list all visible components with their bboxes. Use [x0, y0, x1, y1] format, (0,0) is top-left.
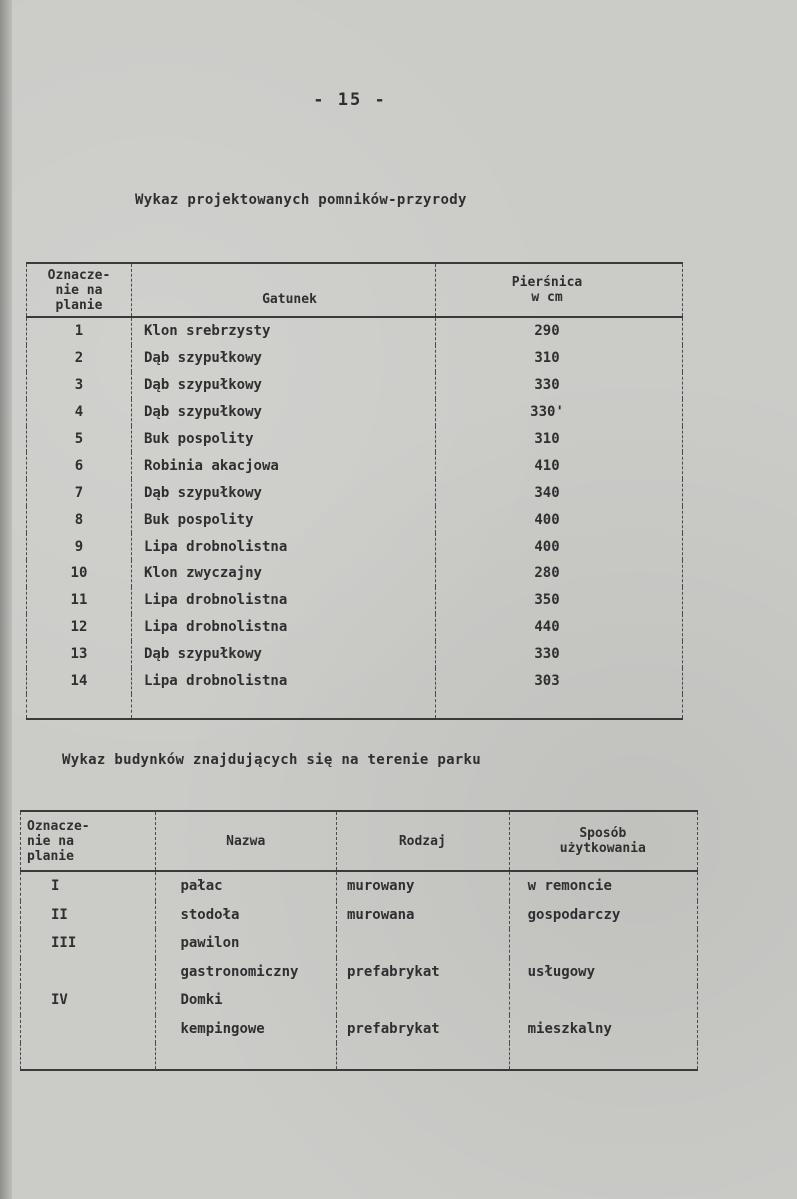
table-row [21, 958, 698, 987]
empty-cell [337, 1043, 510, 1070]
trees-table [26, 262, 683, 720]
row-number: 7 [27, 479, 132, 506]
header-designation-line2: nie na [55, 282, 103, 298]
header-designation-line2: nie na [27, 833, 74, 849]
table-row [27, 345, 683, 372]
row-number: 12 [27, 614, 132, 641]
row-species: Lipa drobnolistna [131, 587, 435, 614]
header-circumference [436, 263, 683, 317]
row-circumference: 350 [436, 587, 683, 614]
table-row [27, 641, 683, 668]
row-number: 9 [27, 533, 132, 560]
table-row [27, 452, 683, 479]
header-designation-line1: Oznacze- [47, 267, 111, 283]
row-species: Dąb szypułkowy [131, 641, 435, 668]
row-designation [21, 958, 156, 987]
row-number: 4 [27, 399, 132, 426]
row-circumference: 340 [436, 479, 683, 506]
roman-numeral: IV [51, 992, 68, 1009]
trees-table-header [27, 263, 683, 317]
row-name: stodoła [156, 901, 337, 930]
row-number: 3 [27, 372, 132, 399]
row-species: Dąb szypułkowy [131, 345, 435, 372]
table-footer-row [21, 1043, 698, 1070]
empty-cell [21, 1043, 156, 1070]
table-row [27, 560, 683, 587]
header-designation [27, 263, 132, 317]
roman-numeral: III [51, 935, 77, 952]
row-type: murowana [337, 901, 510, 930]
row-type: prefabrykat [337, 958, 510, 987]
row-number: 11 [27, 587, 132, 614]
roman-numeral: I [51, 878, 60, 895]
row-species: Dąb szypułkowy [131, 372, 435, 399]
header-circumference-line2: w cm [531, 290, 563, 305]
table-row [21, 1015, 698, 1044]
table-row [21, 871, 698, 901]
row-usage: usługowy [509, 958, 697, 987]
header-designation-line3: planie [27, 848, 74, 864]
row-usage: mieszkalny [509, 1015, 697, 1044]
row-circumference: 310 [436, 345, 683, 372]
row-name: Domki [156, 986, 337, 1015]
row-designation [21, 871, 156, 901]
table-row [27, 533, 683, 560]
header-usage-line1: Sposób [579, 826, 627, 841]
row-number: 2 [27, 345, 132, 372]
empty-cell [509, 1043, 697, 1070]
row-usage: gospodarczy [509, 901, 697, 930]
row-number: 13 [27, 641, 132, 668]
empty-cell [436, 694, 683, 719]
row-number: 6 [27, 452, 132, 479]
row-name: gastronomiczny [156, 958, 337, 987]
row-type [337, 929, 510, 958]
header-designation-line3: planie [55, 297, 103, 313]
empty-cell [131, 694, 435, 719]
row-circumference: 330 [436, 372, 683, 399]
table-row [27, 317, 683, 345]
header-name: Nazwa [156, 811, 337, 871]
table-footer-row [27, 694, 683, 719]
roman-numeral: II [51, 906, 68, 923]
table-row [27, 426, 683, 453]
row-species: Lipa drobnolistna [131, 614, 435, 641]
page-binding-edge [0, 0, 12, 1199]
table-row [27, 399, 683, 426]
table-row [21, 986, 698, 1015]
row-type: prefabrykat [337, 1015, 510, 1044]
header-designation [21, 811, 156, 871]
row-species: Klon srebrzysty [131, 317, 435, 345]
row-circumference: 330' [436, 399, 683, 426]
row-circumference: 303 [436, 668, 683, 695]
row-species: Dąb szypułkowy [131, 479, 435, 506]
table-row [27, 506, 683, 533]
table-row [27, 479, 683, 506]
header-type: Rodzaj [337, 811, 510, 871]
table-row [27, 614, 683, 641]
page-number: - 15 - [313, 90, 387, 110]
row-circumference: 280 [436, 560, 683, 587]
row-circumference: 440 [436, 614, 683, 641]
trees-table-title: Wykaz projektowanych pomników-przyrody [135, 192, 467, 208]
header-circumference-line1: Pierśnica [511, 275, 583, 290]
row-number: 14 [27, 668, 132, 695]
row-name: kempingowe [156, 1015, 337, 1044]
row-number: 8 [27, 506, 132, 533]
empty-cell [27, 694, 132, 719]
row-species: Robinia akacjowa [131, 452, 435, 479]
row-type [337, 986, 510, 1015]
row-designation [21, 901, 156, 930]
table-row [21, 929, 698, 958]
table-row [27, 372, 683, 399]
row-circumference: 400 [436, 506, 683, 533]
buildings-table [20, 810, 698, 1071]
buildings-table-header [21, 811, 698, 871]
table-row [21, 901, 698, 930]
header-species [131, 263, 435, 317]
row-usage [509, 986, 697, 1015]
header-usage-line2: użytkowania [559, 841, 646, 856]
row-usage: w remoncie [509, 871, 697, 901]
row-species: Klon zwyczajny [131, 560, 435, 587]
row-name: pawilon [156, 929, 337, 958]
row-species: Lipa drobnolistna [131, 533, 435, 560]
row-designation [21, 1015, 156, 1044]
row-type: murowany [337, 871, 510, 901]
table-row [27, 668, 683, 695]
header-species-label: Gatunek [262, 291, 317, 307]
buildings-table-title: Wykaz budynków znajdujących się na terenie parku [62, 752, 481, 768]
row-circumference: 400 [436, 533, 683, 560]
row-circumference: 410 [436, 452, 683, 479]
row-species: Buk pospolity [131, 426, 435, 453]
header-usage [509, 811, 697, 871]
table-row [27, 587, 683, 614]
row-usage [509, 929, 697, 958]
row-number: 10 [27, 560, 132, 587]
empty-cell [156, 1043, 337, 1070]
row-name: pałac [156, 871, 337, 901]
row-circumference: 310 [436, 426, 683, 453]
row-species: Lipa drobnolistna [131, 668, 435, 695]
row-designation [21, 929, 156, 958]
row-circumference: 290 [436, 317, 683, 345]
row-number: 1 [27, 317, 132, 345]
row-species: Buk pospolity [131, 506, 435, 533]
header-designation-line1: Oznacze- [27, 818, 90, 834]
row-number: 5 [27, 426, 132, 453]
row-species: Dąb szypułkowy [131, 399, 435, 426]
row-circumference: 330 [436, 641, 683, 668]
row-designation [21, 986, 156, 1015]
